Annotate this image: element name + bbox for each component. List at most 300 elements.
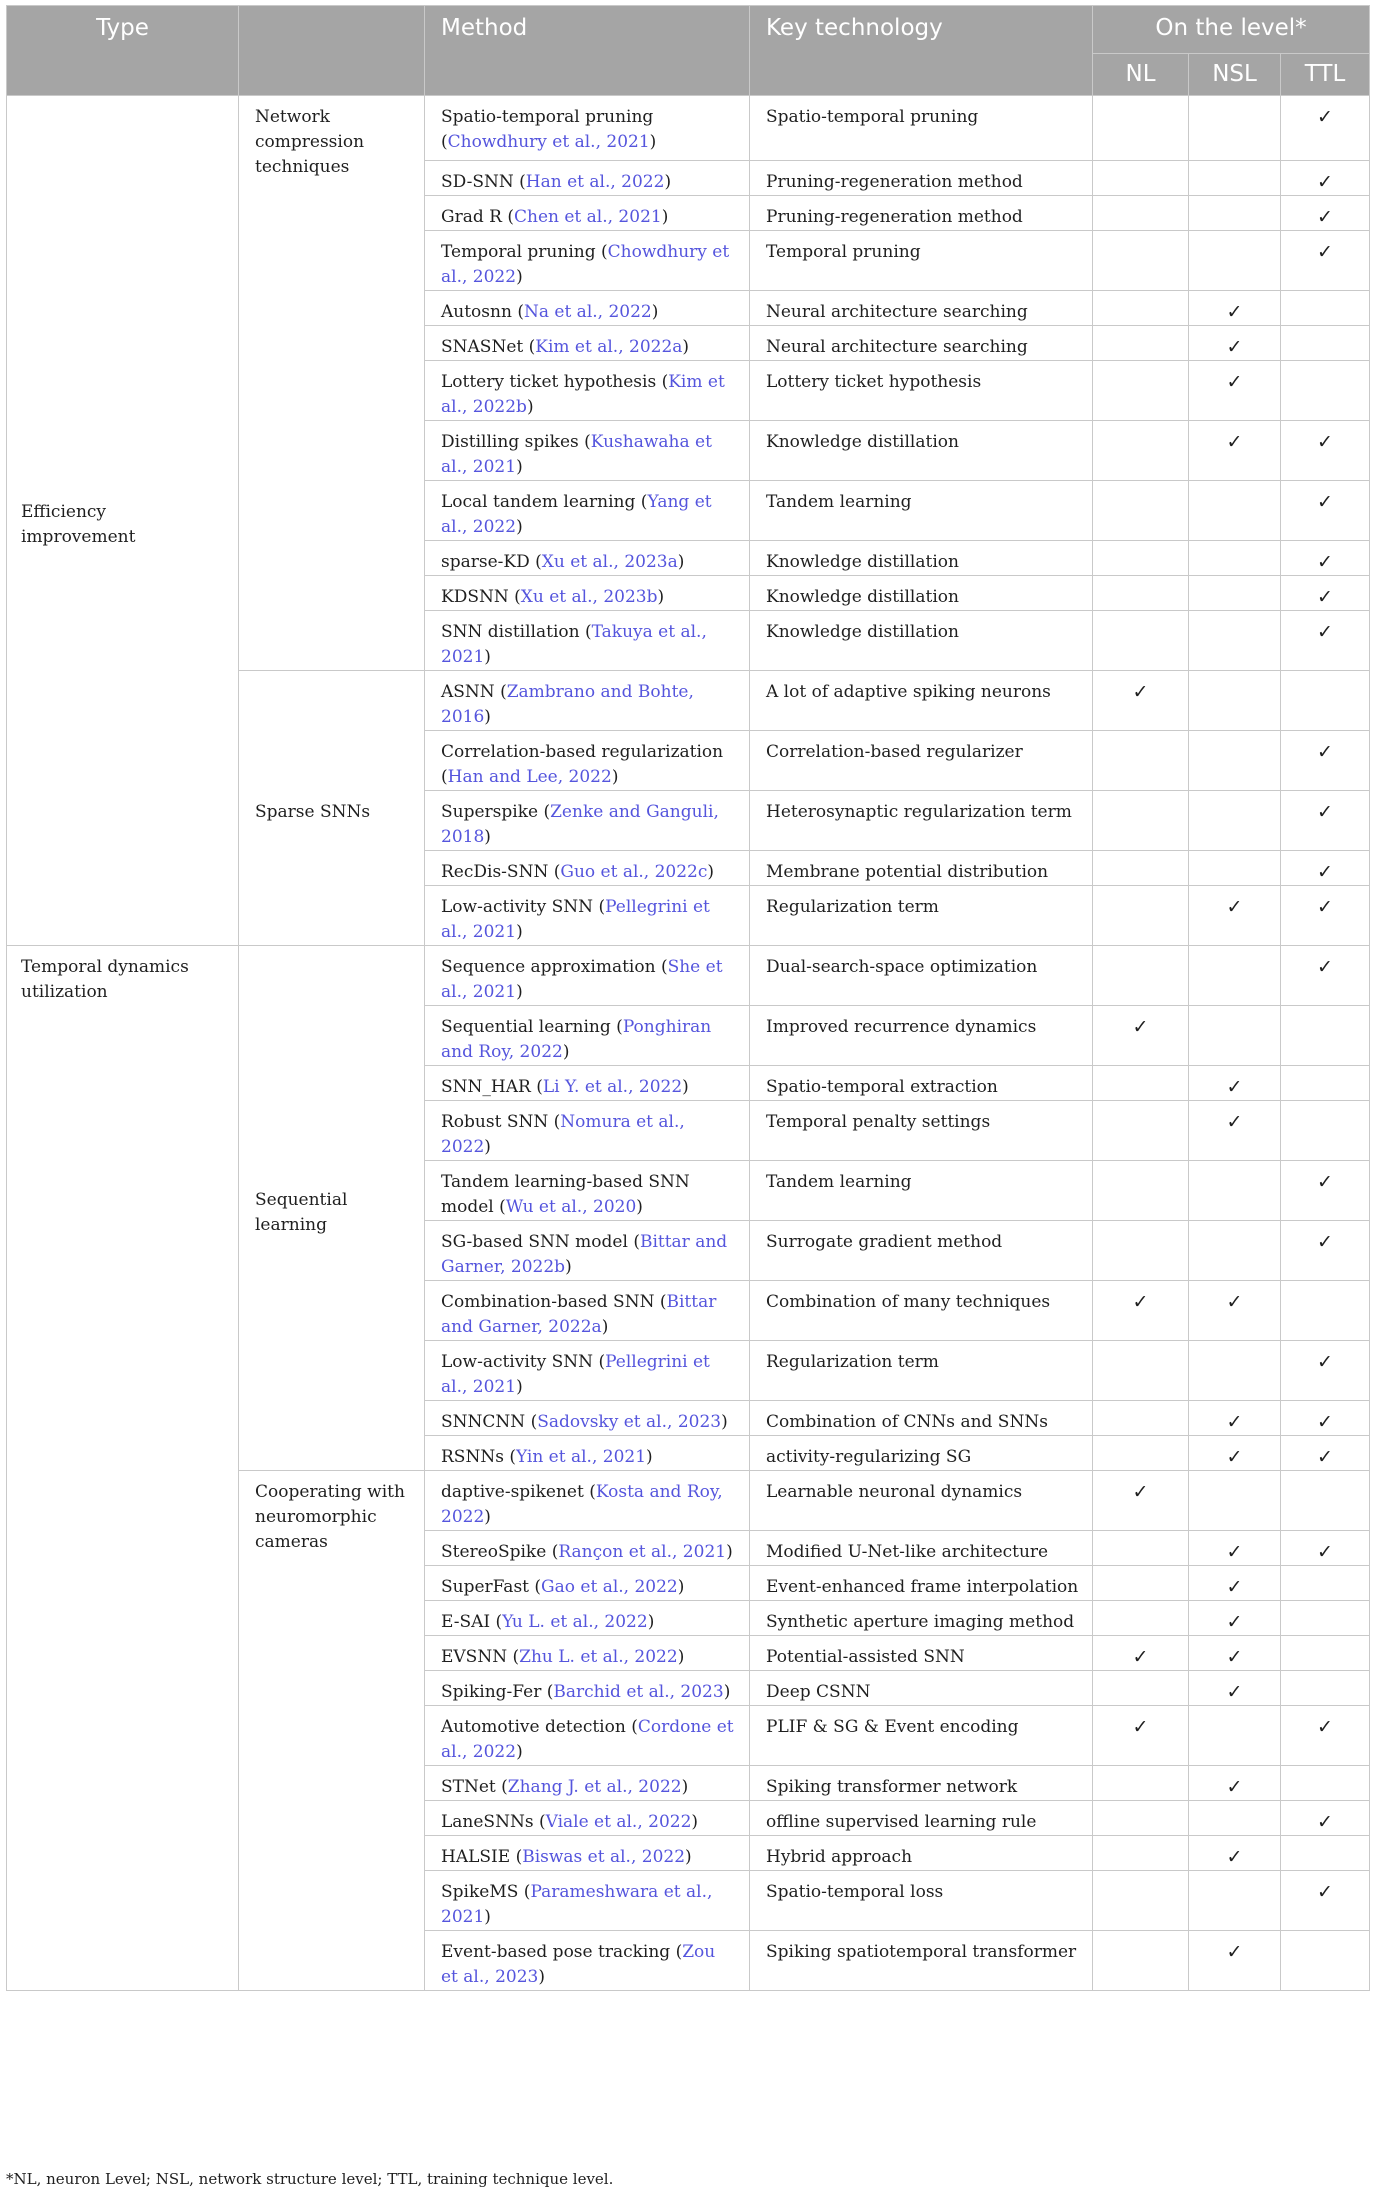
citation-paren: ) — [601, 1317, 609, 1337]
method-cell — [425, 231, 750, 291]
citation-paren: ) — [636, 1197, 643, 1217]
nl-cell — [1093, 1671, 1189, 1706]
method-cell — [425, 611, 750, 671]
citation-paren: ( — [553, 862, 561, 882]
method-name: Spiking-Fer — [441, 1682, 547, 1702]
header-key-technology: Key technology — [750, 6, 1093, 96]
method-name: Event-based pose tracking — [441, 1942, 676, 1962]
method-name: Autosnn — [441, 302, 518, 322]
citation-paren: ( — [536, 1077, 543, 1097]
method-name: SpikeMS — [441, 1882, 524, 1902]
citation-link[interactable]: Pellegrini et al., 2021 — [441, 1352, 710, 1397]
citation-link[interactable]: Han and Lee, 2022 — [447, 767, 612, 787]
nl-cell — [1093, 851, 1189, 886]
citation-paren: ( — [509, 1447, 516, 1467]
nsl-cell — [1189, 886, 1281, 946]
method-cell — [425, 421, 750, 481]
citation-paren: ) — [723, 1682, 731, 1702]
method-cell — [425, 1671, 750, 1706]
citation-link[interactable]: Ponghiran and Roy, 2022 — [441, 1017, 712, 1062]
method-cell — [425, 1871, 750, 1931]
citation-link[interactable]: Chowdhury et al., 2021 — [447, 132, 650, 152]
key-technology-cell: Spiking transformer network — [750, 1766, 1093, 1801]
method-name: RSNNs — [441, 1447, 510, 1467]
nl-cell — [1093, 291, 1189, 326]
ttl-cell — [1281, 231, 1370, 291]
method-cell — [425, 886, 750, 946]
category-cell: Sparse SNNs — [239, 671, 425, 946]
citation-link[interactable]: Zambrano and Bohte, 2016 — [441, 682, 694, 727]
key-technology-cell: Spiking spatiotemporal transformer — [750, 1931, 1093, 1991]
type-cell: Temporal dynamics utilization — [7, 946, 239, 1991]
key-technology-cell: Tandem learning — [750, 1161, 1093, 1221]
nsl-cell — [1189, 326, 1281, 361]
citation-paren: ( — [543, 802, 551, 822]
key-technology-cell: Combination of CNNs and SNNs — [750, 1401, 1093, 1436]
nsl-cell — [1189, 291, 1281, 326]
check-mark-icon: ✓ — [1317, 1351, 1333, 1373]
citation-link[interactable]: Xu et al., 2023a — [541, 552, 678, 572]
ttl-cell — [1281, 1401, 1370, 1436]
method-cell — [425, 1601, 750, 1636]
citation-link[interactable]: Chowdhury et al., 2022 — [441, 242, 730, 287]
ttl-cell — [1281, 361, 1370, 421]
nsl-cell — [1189, 576, 1281, 611]
ttl-cell — [1281, 1671, 1370, 1706]
ttl-cell — [1281, 1471, 1370, 1531]
method-cell — [425, 161, 750, 196]
nl-cell — [1093, 1836, 1189, 1871]
nl-cell — [1093, 421, 1189, 481]
nl-cell — [1093, 1566, 1189, 1601]
check-mark-icon: ✓ — [1132, 681, 1149, 703]
citation-paren: ( — [546, 1682, 554, 1702]
method-cell — [425, 1706, 750, 1766]
check-mark-icon: ✓ — [1317, 1541, 1333, 1563]
nsl-cell — [1189, 1066, 1281, 1101]
nsl-cell — [1189, 1161, 1281, 1221]
citation-paren: ) — [538, 1967, 545, 1987]
citation-paren: ) — [484, 827, 491, 847]
nsl-cell — [1189, 96, 1281, 161]
key-technology-cell: Knowledge distillation — [750, 576, 1093, 611]
key-technology-cell: Deep CSNN — [750, 1671, 1093, 1706]
method-cell — [425, 1801, 750, 1836]
key-technology-cell: Temporal pruning — [750, 231, 1093, 291]
citation-paren: ) — [484, 1137, 491, 1157]
citation-link[interactable]: Pellegrini et al., 2021 — [441, 897, 710, 942]
method-name: HALSIE — [441, 1847, 516, 1867]
citation-link[interactable]: Kosta and Roy, 2022 — [441, 1482, 723, 1527]
citation-link[interactable]: Takuya et al., 2021 — [441, 622, 707, 667]
citation-paren: ( — [530, 1412, 538, 1432]
method-name: SNASNet — [441, 337, 529, 357]
ttl-cell — [1281, 1006, 1370, 1066]
citation-link[interactable]: Yang et al., 2022 — [441, 492, 712, 537]
method-name: SNN distillation — [441, 622, 585, 642]
method-name: Grad R — [441, 207, 508, 227]
method-name: E-SAI — [441, 1612, 496, 1632]
citation-paren: ( — [598, 1352, 606, 1372]
method-cell — [425, 1066, 750, 1101]
citation-paren: ) — [484, 707, 491, 727]
header-ttl: TTL — [1281, 54, 1370, 96]
check-mark-icon: ✓ — [1226, 1541, 1243, 1563]
citation-link[interactable]: Zenke and Ganguli, 2018 — [441, 802, 719, 847]
nl-cell — [1093, 326, 1189, 361]
citation-link[interactable]: Yin et al., 2021 — [515, 1447, 647, 1467]
nl-cell — [1093, 886, 1189, 946]
ttl-cell — [1281, 1436, 1370, 1471]
citation-link[interactable]: Gao et al., 2022 — [541, 1577, 678, 1597]
nl-cell — [1093, 946, 1189, 1006]
method-cell — [425, 1636, 750, 1671]
nsl-cell — [1189, 611, 1281, 671]
header-method: Method — [425, 6, 750, 96]
nsl-cell — [1189, 946, 1281, 1006]
citation-paren: ( — [660, 957, 668, 977]
method-name: STNet — [441, 1777, 502, 1797]
citation-paren: ( — [535, 552, 542, 572]
citation-paren: ) — [707, 862, 715, 882]
nsl-cell — [1189, 1566, 1281, 1601]
check-mark-icon: ✓ — [1317, 801, 1333, 823]
check-mark-icon: ✓ — [1317, 171, 1333, 193]
table-body — [7, 96, 1370, 1991]
citation-link[interactable]: Cordone et al., 2022 — [441, 1717, 734, 1762]
ttl-cell — [1281, 541, 1370, 576]
nsl-cell — [1189, 196, 1281, 231]
nl-cell — [1093, 791, 1189, 851]
citation-link[interactable]: Bittar and Garner, 2022a — [441, 1292, 717, 1337]
citation-link[interactable]: Biswas et al., 2022 — [522, 1847, 686, 1867]
citation-link[interactable]: Chen et al., 2021 — [513, 207, 662, 227]
citation-paren: ( — [538, 1812, 546, 1832]
citation-link[interactable]: Zhang J. et al., 2022 — [507, 1777, 682, 1797]
method-cell — [425, 361, 750, 421]
nl-cell — [1093, 1706, 1189, 1766]
method-cell — [425, 576, 750, 611]
key-technology-cell: Spatio-temporal extraction — [750, 1066, 1093, 1101]
check-mark-icon: ✓ — [1226, 1576, 1243, 1598]
method-name: StereoSpike — [441, 1542, 552, 1562]
nsl-cell — [1189, 1101, 1281, 1161]
key-technology-cell: Dual-search-space optimization — [750, 946, 1093, 1006]
nl-cell — [1093, 1161, 1189, 1221]
citation-paren: ) — [516, 1742, 523, 1762]
check-mark-icon: ✓ — [1317, 896, 1333, 918]
key-technology-cell: Pruning-regeneration method — [750, 161, 1093, 196]
method-name: SuperFast — [441, 1577, 535, 1597]
citation-paren: ( — [528, 337, 536, 357]
check-mark-icon: ✓ — [1132, 1016, 1149, 1038]
method-name: Tandem learning-based SNN model — [441, 1172, 690, 1217]
nl-cell — [1093, 231, 1189, 291]
citation-paren: ( — [517, 302, 524, 322]
key-technology-cell: Lottery ticket hypothesis — [750, 361, 1093, 421]
check-mark-icon: ✓ — [1226, 1076, 1243, 1098]
key-technology-cell: Spatio-temporal loss — [750, 1871, 1093, 1931]
citation-paren: ) — [516, 457, 523, 477]
key-technology-cell: Improved recurrence dynamics — [750, 1006, 1093, 1066]
check-mark-icon: ✓ — [1226, 1611, 1243, 1633]
key-technology-cell: Knowledge distillation — [750, 421, 1093, 481]
table-row — [7, 96, 1370, 161]
snn-methods-table — [6, 5, 1370, 1991]
method-name: Distilling spikes — [441, 432, 585, 452]
ttl-cell — [1281, 1161, 1370, 1221]
method-cell — [425, 481, 750, 541]
table-row — [7, 946, 1370, 1006]
check-mark-icon: ✓ — [1317, 491, 1333, 513]
citation-link[interactable]: Na et al., 2022 — [523, 302, 652, 322]
citation-paren: ) — [657, 587, 665, 607]
citation-link[interactable]: Wu et al., 2020 — [505, 1197, 637, 1217]
key-technology-cell: Synthetic aperture imaging method — [750, 1601, 1093, 1636]
ttl-cell — [1281, 1281, 1370, 1341]
ttl-cell — [1281, 1066, 1370, 1101]
citation-paren: ( — [640, 492, 648, 512]
check-mark-icon: ✓ — [1226, 1846, 1243, 1868]
citation-paren: ) — [516, 982, 523, 1002]
method-cell — [425, 1531, 750, 1566]
citation-paren: ( — [500, 682, 507, 702]
check-mark-icon: ✓ — [1317, 1171, 1333, 1193]
citation-paren: ( — [501, 1777, 508, 1797]
nl-cell — [1093, 1221, 1189, 1281]
nsl-cell — [1189, 791, 1281, 851]
citation-link[interactable]: She et al., 2021 — [441, 957, 723, 1002]
citation-paren: ) — [726, 1542, 733, 1562]
header-spacer — [239, 6, 425, 96]
check-mark-icon: ✓ — [1226, 896, 1243, 918]
check-mark-icon: ✓ — [1317, 586, 1333, 608]
key-technology-cell: A lot of adaptive spiking neurons — [750, 671, 1093, 731]
check-mark-icon: ✓ — [1226, 1776, 1243, 1798]
nsl-cell — [1189, 1801, 1281, 1836]
nl-cell — [1093, 1766, 1189, 1801]
method-name: EVSNN — [441, 1647, 513, 1667]
method-name: SD-SNN — [441, 172, 520, 192]
method-cell — [425, 1101, 750, 1161]
citation-link[interactable]: Kim et al., 2022b — [441, 372, 725, 417]
citation-paren: ( — [553, 1112, 561, 1132]
key-technology-cell: Modified U-Net-like architecture — [750, 1531, 1093, 1566]
nsl-cell — [1189, 1766, 1281, 1801]
nl-cell — [1093, 731, 1189, 791]
header-nsl: NSL — [1189, 54, 1281, 96]
ttl-cell — [1281, 791, 1370, 851]
method-cell — [425, 1931, 750, 1991]
citation-link[interactable]: Bittar and Garner, 2022b — [441, 1232, 728, 1277]
citation-paren: ) — [661, 207, 669, 227]
citation-link[interactable]: Sadovsky et al., 2023 — [537, 1412, 722, 1432]
citation-link[interactable]: Rançon et al., 2021 — [558, 1542, 727, 1562]
key-technology-cell: Event-enhanced frame interpolation — [750, 1566, 1093, 1601]
check-mark-icon: ✓ — [1132, 1481, 1149, 1503]
check-mark-icon: ✓ — [1132, 1716, 1149, 1738]
citation-paren: ) — [677, 552, 685, 572]
header-type: Type — [7, 6, 239, 96]
nl-cell — [1093, 611, 1189, 671]
citation-paren: ) — [516, 922, 523, 942]
nsl-cell — [1189, 481, 1281, 541]
nl-cell — [1093, 1636, 1189, 1671]
nl-cell — [1093, 1101, 1189, 1161]
nsl-cell — [1189, 1401, 1281, 1436]
ttl-cell — [1281, 161, 1370, 196]
ttl-cell — [1281, 1801, 1370, 1836]
citation-link[interactable]: Han et al., 2022 — [525, 172, 665, 192]
check-mark-icon: ✓ — [1317, 431, 1333, 453]
method-cell — [425, 1566, 750, 1601]
citation-paren: ( — [661, 372, 669, 392]
method-name: SNN_HAR — [441, 1077, 537, 1097]
method-cell — [425, 791, 750, 851]
key-technology-cell: Knowledge distillation — [750, 541, 1093, 576]
citation-paren: ) — [565, 1257, 572, 1277]
header-level: On the level* — [1093, 6, 1370, 54]
nl-cell — [1093, 161, 1189, 196]
nl-cell — [1093, 196, 1189, 231]
citation-paren: ( — [598, 897, 606, 917]
method-cell — [425, 731, 750, 791]
nsl-cell — [1189, 1836, 1281, 1871]
citation-link[interactable]: Nomura et al., 2022 — [441, 1112, 685, 1157]
check-mark-icon: ✓ — [1317, 956, 1333, 978]
citation-paren: ( — [495, 1612, 503, 1632]
nl-cell — [1093, 481, 1189, 541]
citation-link[interactable]: Viale et al., 2022 — [545, 1812, 692, 1832]
nsl-cell — [1189, 1531, 1281, 1566]
method-cell — [425, 671, 750, 731]
citation-paren: ) — [562, 1042, 570, 1062]
citation-paren: ) — [611, 767, 619, 787]
nsl-cell — [1189, 1706, 1281, 1766]
citation-link[interactable]: Yu L. et al., 2022 — [502, 1612, 648, 1632]
citation-paren: ) — [647, 1612, 655, 1632]
citation-link[interactable]: Parameshwara et al., 2021 — [441, 1882, 713, 1927]
table-container — [6, 5, 1369, 1991]
method-name: Spatio-temporal pruning — [441, 107, 654, 127]
key-technology-cell: Knowledge distillation — [750, 611, 1093, 671]
citation-paren: ) — [649, 132, 657, 152]
method-name: Superspike — [441, 802, 544, 822]
method-cell — [425, 1836, 750, 1871]
method-cell — [425, 1341, 750, 1401]
check-mark-icon: ✓ — [1317, 1446, 1333, 1468]
citation-paren: ) — [691, 1812, 699, 1832]
method-cell — [425, 541, 750, 576]
method-name: KDSNN — [441, 587, 515, 607]
citation-paren: ) — [682, 337, 690, 357]
citation-link[interactable]: Zou et al., 2023 — [441, 1942, 716, 1987]
nsl-cell — [1189, 1601, 1281, 1636]
check-mark-icon: ✓ — [1317, 1231, 1333, 1253]
method-cell — [425, 1281, 750, 1341]
method-name: Combination-based SNN — [441, 1292, 660, 1312]
citation-link[interactable]: Barchid et al., 2023 — [553, 1682, 724, 1702]
citation-link[interactable]: Xu et al., 2023b — [520, 587, 658, 607]
check-mark-icon: ✓ — [1226, 431, 1243, 453]
check-mark-icon: ✓ — [1317, 1411, 1333, 1433]
method-name: LaneSNNs — [441, 1812, 539, 1832]
method-name: Lottery ticket hypothesis — [441, 372, 662, 392]
key-technology-cell: Regularization term — [750, 886, 1093, 946]
citation-paren: ) — [651, 302, 659, 322]
citation-paren: ( — [659, 1292, 667, 1312]
check-mark-icon: ✓ — [1132, 1646, 1149, 1668]
ttl-cell — [1281, 481, 1370, 541]
citation-paren: ) — [526, 397, 534, 417]
key-technology-cell: Neural architecture searching — [750, 326, 1093, 361]
citation-link[interactable]: Li Y. et al., 2022 — [542, 1077, 683, 1097]
nsl-cell — [1189, 161, 1281, 196]
citation-link[interactable]: Kim et al., 2022a — [535, 337, 683, 357]
check-mark-icon: ✓ — [1317, 861, 1333, 883]
method-cell — [425, 1161, 750, 1221]
citation-paren: ) — [681, 1777, 689, 1797]
nl-cell — [1093, 1006, 1189, 1066]
nsl-cell — [1189, 361, 1281, 421]
citation-paren: ( — [584, 622, 592, 642]
nl-cell — [1093, 1401, 1189, 1436]
citation-paren: ) — [646, 1447, 653, 1467]
nsl-cell — [1189, 1341, 1281, 1401]
citation-link[interactable]: Kushawaha et al., 2021 — [441, 432, 712, 477]
method-cell — [425, 1766, 750, 1801]
method-name: sparse-KD — [441, 552, 536, 572]
key-technology-cell: Regularization term — [750, 1341, 1093, 1401]
citation-link[interactable]: Guo et al., 2022c — [560, 862, 708, 882]
nsl-cell — [1189, 731, 1281, 791]
method-name: Low-activity SNN — [441, 897, 599, 917]
nl-cell — [1093, 1871, 1189, 1931]
check-mark-icon: ✓ — [1317, 106, 1333, 128]
category-cell: Sequential learning — [239, 946, 425, 1471]
ttl-cell — [1281, 886, 1370, 946]
ttl-cell — [1281, 851, 1370, 886]
check-mark-icon: ✓ — [1317, 621, 1333, 643]
citation-paren: ) — [516, 517, 523, 537]
method-cell — [425, 291, 750, 326]
nl-cell — [1093, 541, 1189, 576]
ttl-cell — [1281, 291, 1370, 326]
method-name: Sequence approximation — [441, 957, 661, 977]
citation-paren: ( — [515, 1847, 523, 1867]
method-name: Temporal pruning — [441, 242, 601, 262]
ttl-cell — [1281, 1531, 1370, 1566]
citation-paren: ( — [616, 1017, 623, 1037]
citation-paren: ( — [514, 587, 521, 607]
citation-paren: ) — [516, 1377, 523, 1397]
check-mark-icon: ✓ — [1132, 1291, 1149, 1313]
key-technology-cell: Membrane potential distribution — [750, 851, 1093, 886]
method-cell — [425, 1006, 750, 1066]
citation-link[interactable]: Zhu L. et al., 2022 — [519, 1647, 678, 1667]
citation-paren: ( — [675, 1942, 683, 1962]
nsl-cell — [1189, 1636, 1281, 1671]
citation-paren: ) — [685, 1847, 692, 1867]
check-mark-icon: ✓ — [1317, 1716, 1333, 1738]
key-technology-cell: Spatio-temporal pruning — [750, 96, 1093, 161]
citation-paren: ( — [512, 1647, 520, 1667]
citation-paren: ( — [551, 1542, 559, 1562]
check-mark-icon: ✓ — [1226, 1446, 1243, 1468]
nsl-cell — [1189, 1281, 1281, 1341]
table-header — [7, 6, 1370, 96]
ttl-cell — [1281, 421, 1370, 481]
